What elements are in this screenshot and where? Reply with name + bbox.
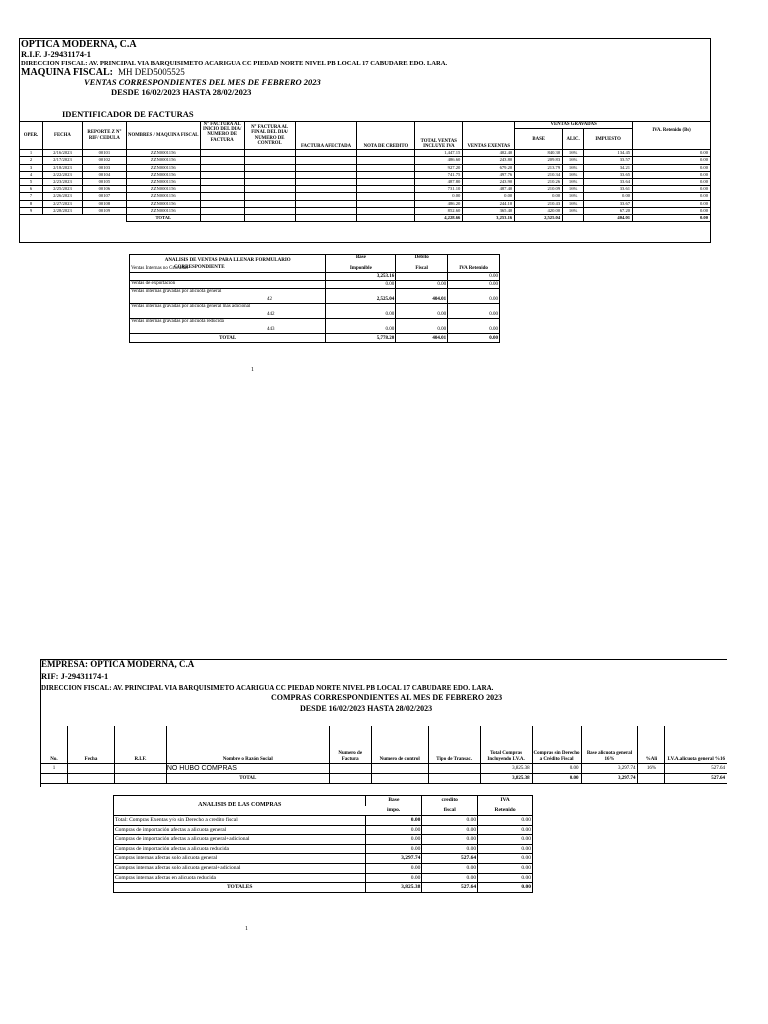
sales-analysis-h-base-1: Base xyxy=(326,255,396,264)
sales-impuesto: 33.61 xyxy=(584,186,633,193)
sales-analysis-label-text: Ventas de exportación xyxy=(131,281,176,286)
col-fecha: FECHA xyxy=(42,122,82,150)
sales-total: 741.75 xyxy=(415,171,463,178)
purchases-analysis-h-ret-2: Retenido xyxy=(478,806,533,816)
col-base-alicuota: Base alicuota general 16% xyxy=(581,726,638,763)
col-ali: %Ali xyxy=(638,726,665,763)
purchases-analysis-row xyxy=(114,854,533,864)
purchases-analysis-cred: 0.00 xyxy=(422,873,478,883)
sales-row xyxy=(20,171,711,178)
purchases-analysis-cred: 0.00 xyxy=(422,816,478,826)
sales-analysis-h-base-2: Imponible xyxy=(326,264,396,273)
sales-exentas: 679.20 xyxy=(463,164,515,171)
sales-base: 420.00 xyxy=(515,207,563,214)
purchases-analysis-base: 0.00 xyxy=(366,873,422,883)
purchases-analysis-title: ANALISIS DE LAS COMPRAS xyxy=(114,796,366,816)
sales-alic: 16% xyxy=(563,193,584,200)
sales-factura-afectada xyxy=(295,200,357,207)
purchases-analysis-row xyxy=(114,825,533,835)
purchases-company: EMPRESA: OPTICA MODERNA, C.A xyxy=(41,659,195,669)
sales-base: 210.09 xyxy=(515,186,563,193)
sales-table-body xyxy=(20,150,711,215)
col-total-ventas: TOTAL VENTAS INCLUYE IVA xyxy=(415,122,463,150)
purchases-analysis-ret: 0.00 xyxy=(478,854,533,864)
sales-fecha: 2/28/2023 xyxy=(42,207,82,214)
purchases-analysis-cred: 0.00 xyxy=(422,835,478,845)
sales-analysis-label xyxy=(130,319,326,334)
sales-impuesto: 0.00 xyxy=(584,193,633,200)
purchases-analysis-cred: 0.00 xyxy=(422,844,478,854)
sales-total-total: 4,228.66 xyxy=(415,214,463,221)
purchases-analysis-label: Compras internas afectas solo alicuota general+adicional xyxy=(114,863,366,873)
sales-row xyxy=(20,178,711,185)
purchase-no: 1 xyxy=(41,763,68,773)
col-base: BASE xyxy=(515,129,563,150)
purchases-analysis-base: 0.00 xyxy=(366,844,422,854)
purchase-total-iva: 527.64 xyxy=(665,773,727,783)
sales-analysis-retenido: 0.00 xyxy=(448,319,500,334)
sales-row xyxy=(20,207,711,214)
sales-alic: 16% xyxy=(563,164,584,171)
sales-analysis-base: 0.00 xyxy=(326,304,396,319)
sales-total: 731.10 xyxy=(415,186,463,193)
sales-factura-afectada xyxy=(295,150,357,157)
sales-factura-final xyxy=(244,207,295,214)
col-ventas-gravadas: VENTAS GRAVADAS xyxy=(515,122,633,129)
sales-total-retenido: 0.00 xyxy=(633,214,711,221)
purchases-analysis-cred: 527.64 xyxy=(422,854,478,864)
sales-nota-credito xyxy=(357,171,415,178)
sales-factura-final xyxy=(244,164,295,171)
col-rif: R.I.F. xyxy=(114,726,166,763)
sales-retenido: 0.00 xyxy=(633,164,711,171)
sales-oper: 8 xyxy=(20,200,43,207)
purchases-analysis-row xyxy=(114,863,533,873)
sales-total: 927.20 xyxy=(415,164,463,171)
purchases-analysis-row xyxy=(114,816,533,826)
sales-total: 0.00 xyxy=(415,193,463,200)
sales-base: 210.26 xyxy=(515,178,563,185)
sales-analysis-debito: 0.00 xyxy=(396,319,448,334)
sales-impuesto: 33.65 xyxy=(584,171,633,178)
sales-impuesto: 33.64 xyxy=(584,178,633,185)
purchases-analysis-label: Total: Compras Exentas y/o sin Derecho a credito fiscal xyxy=(114,816,366,826)
sales-impuesto: 67.20 xyxy=(584,207,633,214)
sales-factura-final xyxy=(244,157,295,164)
col-factura-inicio: N° FACTURA AL INICIO DEL DIA/ NUMERO DE FACTURA xyxy=(200,122,244,150)
purchase-total-sin: 0.00 xyxy=(532,773,581,783)
sales-fecha: 2/26/2023 xyxy=(42,193,82,200)
col-nota-credito: NOTA DE CREDITO xyxy=(357,122,415,150)
sales-nota-credito xyxy=(357,164,415,171)
sales-reporte-z: 00104 xyxy=(82,171,126,178)
sales-exentas: 402.40 xyxy=(463,150,515,157)
sales-factura-inicio xyxy=(200,207,244,214)
sales-nota-credito xyxy=(357,157,415,164)
purchases-analysis-row xyxy=(114,835,533,845)
sales-factura-afectada xyxy=(295,178,357,185)
purchase-total-base: 3,297.74 xyxy=(581,773,638,783)
col-nombres: NOMBRES / MAQUINA FISCAL xyxy=(126,122,200,150)
purchases-date-range: DESDE 16/02/2023 HASTA 28/02/2023 xyxy=(300,704,433,713)
sales-factura-final xyxy=(244,186,295,193)
sales-exentas: 243.90 xyxy=(463,178,515,185)
purchases-analysis-total-label: TOTALES xyxy=(114,883,366,893)
sales-analysis-no-gravadas: Ventas Internas no Gravadas xyxy=(131,266,189,271)
sales-fecha: 2/22/2023 xyxy=(42,171,82,178)
sales-analysis-row xyxy=(130,289,500,304)
sales-reporte-z: 00108 xyxy=(82,200,126,207)
purchase-total-label: TOTAL xyxy=(166,773,329,783)
sales-nota-credito xyxy=(357,150,415,157)
sales-oper: 3 xyxy=(20,164,43,171)
col-numero-control: Numero de control xyxy=(371,726,428,763)
sales-analysis-h-debito-2: Fiscal xyxy=(396,264,448,273)
sales-analysis-label xyxy=(130,304,326,319)
sales-nota-credito xyxy=(357,193,415,200)
sales-total: 486.60 xyxy=(415,157,463,164)
sales-title: VENTAS CORRESPONDIENTES DEL MES DE FEBRERO 2023 xyxy=(84,77,321,87)
sales-maquina: ZZN0001156 xyxy=(126,171,200,178)
sales-analysis-base: 2,525.04 xyxy=(326,289,396,304)
sales-analysis-label-text: Ventas internas gravadas por alicuota general mas adicional xyxy=(131,304,251,309)
sales-reporte-z: 00106 xyxy=(82,186,126,193)
sales-base: 209.83 xyxy=(515,157,563,164)
sales-row xyxy=(20,150,711,157)
purchases-analysis-row xyxy=(114,873,533,883)
sales-reporte-z: 00101 xyxy=(82,150,126,157)
sales-oper: 7 xyxy=(20,193,43,200)
sales-exentas: 244.10 xyxy=(463,200,515,207)
purchases-title: COMPRAS CORRESPONDIENTES AL MES DE FEBRERO 2023 xyxy=(271,693,503,702)
sales-analysis-retenido: 0.00 xyxy=(448,273,500,281)
sales-retenido: 0.00 xyxy=(633,171,711,178)
sales-total: 486.20 xyxy=(415,200,463,207)
col-compras-sin-derecho: Compras sin Derecho a Crédito Fiscal xyxy=(532,726,581,763)
purchase-row xyxy=(41,763,728,773)
purchases-analysis-total-ret: 0.00 xyxy=(478,883,533,893)
sales-analysis-total-debito: 404.01 xyxy=(396,334,448,343)
sales-analysis-code: 443 xyxy=(267,327,275,332)
sales-reporte-z: 00107 xyxy=(82,193,126,200)
sales-factura-final xyxy=(244,178,295,185)
sales-fecha: 2/18/2023 xyxy=(42,164,82,171)
sales-analysis-h-debito-1: Débito xyxy=(396,255,448,264)
sales-impuesto: 33.57 xyxy=(584,157,633,164)
sales-row xyxy=(20,200,711,207)
sales-maquina: ZZN0001156 xyxy=(126,186,200,193)
col-no: No. xyxy=(41,726,68,763)
purchases-analysis-label: Compras de importación afectas a alicuota reducida xyxy=(114,844,366,854)
col-alic: ALIC. xyxy=(563,129,584,150)
sales-row xyxy=(20,186,711,193)
purchases-analysis-h-cred-1: credito xyxy=(422,796,478,806)
sales-analysis-debito: 0.00 xyxy=(396,304,448,319)
sales-analysis-base: 0.00 xyxy=(326,281,396,289)
sales-base: 210.34 xyxy=(515,171,563,178)
sales-analysis-debito: 0.00 xyxy=(396,281,448,289)
sales-impuesto: 33.67 xyxy=(584,200,633,207)
sales-analysis-h-retenido: IVA Retenido xyxy=(448,264,500,273)
sales-factura-inicio xyxy=(200,171,244,178)
purchases-analysis-h-ret-1: IVA xyxy=(478,796,533,806)
purchases-analysis-h-cred-2: fiscal xyxy=(422,806,478,816)
purchases-analysis-body xyxy=(114,816,533,883)
purchases-analysis-table xyxy=(113,795,533,893)
sales-factura-inicio xyxy=(200,193,244,200)
purchases-analysis-cred: 0.00 xyxy=(422,825,478,835)
purchases-analysis-label: Compras internas afectas solo alicuota general xyxy=(114,854,366,864)
col-iva-retenido: IVA. Retenido (Bs) xyxy=(633,122,711,150)
purchases-analysis-cred: 0.00 xyxy=(422,863,478,873)
purchases-analysis-ret: 0.00 xyxy=(478,825,533,835)
sales-total: 1,447.15 xyxy=(415,150,463,157)
page-number-1: 1 xyxy=(251,367,254,373)
sales-factura-inicio xyxy=(200,150,244,157)
sales-analysis-row xyxy=(130,281,500,289)
sales-base: 0.00 xyxy=(515,193,563,200)
sales-fecha: 2/25/2023 xyxy=(42,186,82,193)
sales-nota-credito xyxy=(357,178,415,185)
company-rif: R.I.F. J-29431174-1 xyxy=(21,49,92,59)
sales-nota-credito xyxy=(357,207,415,214)
sales-fecha: 2/16/2023 xyxy=(42,150,82,157)
sales-table xyxy=(19,121,711,222)
sales-retenido: 0.00 xyxy=(633,200,711,207)
sales-base: 213.79 xyxy=(515,164,563,171)
sales-factura-inicio xyxy=(200,178,244,185)
purchase-total-row xyxy=(41,773,728,783)
sales-analysis-retenido: 0.00 xyxy=(448,281,500,289)
sales-alic: 16% xyxy=(563,150,584,157)
purchase-nombre: NO HUBO COMPRAS xyxy=(166,763,329,773)
sales-analysis-label xyxy=(130,289,326,304)
sales-maquina: ZZN0001156 xyxy=(126,200,200,207)
sales-analysis-correspondiente: CORRESPONDIENTE xyxy=(174,265,225,270)
purchases-analysis-row xyxy=(114,844,533,854)
col-numero-factura: Numero de Factura xyxy=(329,726,371,763)
col-factura-final: N° FACTURA AL FINAL DEL DIA/ NUMERO DE CONTROL xyxy=(244,122,295,150)
purchases-analysis-ret: 0.00 xyxy=(478,873,533,883)
sales-analysis-total-retenido: 0.00 xyxy=(448,334,500,343)
purchase-base: 3,297.74 xyxy=(581,763,638,773)
sales-date-range: DESDE 16/02/2023 HASTA 28/02/2023 xyxy=(111,87,252,97)
sales-analysis-table xyxy=(129,254,500,343)
purchases-analysis-ret: 0.00 xyxy=(478,863,533,873)
sales-factura-afectada xyxy=(295,164,357,171)
col-iva-alicuota: I.V.A.alicuota general %16 xyxy=(665,726,727,763)
sales-analysis-total-label: TOTAL xyxy=(130,334,326,343)
purchases-analysis-h-base-2: impo. xyxy=(366,806,422,816)
col-purchase-fecha: Fecha xyxy=(67,726,114,763)
sales-retenido: 0.00 xyxy=(633,178,711,185)
col-factura-afectada: FACTURA AFECTADA xyxy=(295,122,357,150)
sales-factura-final xyxy=(244,193,295,200)
purchases-analysis-label: Compras de importación afectas a alicuota general xyxy=(114,825,366,835)
purchases-analysis-base: 0.00 xyxy=(366,835,422,845)
sales-analysis-label-text: Ventas internas gravadas por alicuota reducida xyxy=(131,319,224,324)
sales-alic: 16% xyxy=(563,186,584,193)
sales-analysis-title-row-2 xyxy=(130,264,326,273)
sales-alic: 16% xyxy=(563,178,584,185)
sales-analysis-label xyxy=(130,281,326,289)
sales-row xyxy=(20,164,711,171)
sales-factura-afectada xyxy=(295,207,357,214)
fiscal-machine-value: MH DED5005525 xyxy=(118,67,185,77)
sales-factura-inicio xyxy=(200,200,244,207)
purchases-analysis-total-cred: 527.64 xyxy=(422,883,478,893)
fiscal-address: DIRECCION FISCAL: AV. PRINCIPAL VIA BARQUISIMETO ACARIGUA CC PIEDAD NORTE NIVEL PB LOCAL 17 CABUDARE EDO. LARA. xyxy=(21,60,448,67)
sales-fecha: 2/27/2023 xyxy=(42,200,82,207)
invoice-identifier-title: IDENTIFICADOR DE FACTURAS xyxy=(62,109,194,119)
purchases-analysis-ret: 0.00 xyxy=(478,816,533,826)
sales-fecha: 2/17/2023 xyxy=(42,157,82,164)
sales-reporte-z: 00102 xyxy=(82,157,126,164)
sales-retenido: 0.00 xyxy=(633,150,711,157)
sales-reporte-z: 00109 xyxy=(82,207,126,214)
sales-oper: 9 xyxy=(20,207,43,214)
sales-analysis-row xyxy=(130,304,500,319)
purchases-analysis-h-base-1: Base xyxy=(366,796,422,806)
sales-oper: 2 xyxy=(20,157,43,164)
sales-analysis-label-text: Ventas internas gravadas por alicuota general xyxy=(131,289,222,294)
purchase-iva: 527.64 xyxy=(665,763,727,773)
sales-factura-afectada xyxy=(295,171,357,178)
sales-factura-inicio xyxy=(200,157,244,164)
sales-total-row xyxy=(20,214,711,221)
sales-analysis-total-row xyxy=(130,334,500,343)
sales-analysis-label-text xyxy=(130,273,131,278)
sales-maquina: ZZN0001156 xyxy=(126,164,200,171)
col-ventas-exentas: VENTAS EXENTAS xyxy=(463,122,515,150)
sales-reporte-z: 00105 xyxy=(82,178,126,185)
purchases-analysis-base: 0.00 xyxy=(366,863,422,873)
col-oper: OPER. xyxy=(20,122,43,150)
purchase-ali: 16% xyxy=(638,763,665,773)
sales-impuesto: 134.45 xyxy=(584,150,633,157)
sales-analysis-row xyxy=(130,273,500,281)
sales-maquina: ZZN0001156 xyxy=(126,178,200,185)
sales-alic: 16% xyxy=(563,171,584,178)
col-reporte-z: REPORTE Z N° RIF/ CEDULA xyxy=(82,122,126,150)
sales-analysis-base: 3,253.16 xyxy=(326,273,396,281)
purchases-analysis-base: 0.00 xyxy=(366,816,422,826)
purchase-sin: 0.00 xyxy=(532,763,581,773)
sales-nota-credito xyxy=(357,186,415,193)
sales-total-impuesto: 404.01 xyxy=(584,214,633,221)
sales-maquina: ZZN0001156 xyxy=(126,207,200,214)
sales-alic: 16% xyxy=(563,157,584,164)
sales-exentas: 243.80 xyxy=(463,157,515,164)
sales-total-exentas: 3,253.16 xyxy=(463,214,515,221)
sales-exentas: 497.76 xyxy=(463,171,515,178)
sales-factura-final xyxy=(244,150,295,157)
sales-oper: 6 xyxy=(20,186,43,193)
purchase-total: 3,825.38 xyxy=(480,763,532,773)
col-impuesto: IMPUESTO xyxy=(584,129,633,150)
sales-impuesto: 34.21 xyxy=(584,164,633,171)
sales-row xyxy=(20,193,711,200)
sales-factura-final xyxy=(244,200,295,207)
sales-exentas: 487.40 xyxy=(463,186,515,193)
sales-analysis-debito: 404.01 xyxy=(396,289,448,304)
sales-factura-afectada xyxy=(295,157,357,164)
sales-reporte-z: 00103 xyxy=(82,164,126,171)
sales-total: 487.80 xyxy=(415,178,463,185)
sales-total-label: TOTAL xyxy=(126,214,200,221)
sales-retenido: 0.00 xyxy=(633,157,711,164)
sales-maquina: ZZN0001156 xyxy=(126,193,200,200)
sales-analysis-label xyxy=(130,273,326,281)
purchases-analysis-label: Compras de importación afectas a alicuota general+adicional xyxy=(114,835,366,845)
sales-retenido: 0.00 xyxy=(633,207,711,214)
sales-fecha: 2/23/2023 xyxy=(42,178,82,185)
sales-analysis-code: 42 xyxy=(267,297,272,302)
sales-alic: 16% xyxy=(563,207,584,214)
sales-analysis-title: ANALISIS DE VENTAS PARA LLENAR FORMULARIO xyxy=(164,257,291,263)
sales-exentas: 365.40 xyxy=(463,207,515,214)
sales-base: 840.30 xyxy=(515,150,563,157)
purchases-address: DIRECCION FISCAL: AV. PRINCIPAL VIA BARQUISIMETO ACARIGUA CC PIEDAD NORTE NIVEL PB LOCAL 17 CABUDARE EDO. LARA. xyxy=(41,684,494,692)
purchases-analysis-label: Compras internas afectas en alicuota reducida xyxy=(114,873,366,883)
sales-analysis-base: 0.00 xyxy=(326,319,396,334)
sales-analysis-total-base: 5,778.20 xyxy=(326,334,396,343)
sales-total: 852.60 xyxy=(415,207,463,214)
fiscal-machine-label: MAQUINA FISCAL: xyxy=(21,67,113,78)
sales-nota-credito xyxy=(357,200,415,207)
col-tipo-transac: Tipo de Transac. xyxy=(428,726,480,763)
sales-retenido: 0.00 xyxy=(633,193,711,200)
purchases-analysis-ret: 0.00 xyxy=(478,835,533,845)
purchases-analysis-total-base: 3,825.38 xyxy=(366,883,422,893)
sales-maquina: ZZN0001156 xyxy=(126,150,200,157)
page-number-2: 1 xyxy=(245,926,248,932)
company-name: OPTICA MODERNA, C.A xyxy=(21,39,137,50)
sales-analysis-retenido: 0.00 xyxy=(448,289,500,304)
purchases-analysis-total-row xyxy=(114,883,533,893)
sales-maquina: ZZN0001156 xyxy=(126,157,200,164)
purchases-table xyxy=(40,726,727,784)
purchase-total-total: 3,825.38 xyxy=(480,773,532,783)
sales-alic: 16% xyxy=(563,200,584,207)
purchases-rif: RIF: J-29431174-1 xyxy=(41,671,109,681)
sales-factura-inicio xyxy=(200,186,244,193)
sales-analysis-retenido: 0.00 xyxy=(448,304,500,319)
sales-oper: 1 xyxy=(20,150,43,157)
purchases-analysis-base: 0.00 xyxy=(366,825,422,835)
sales-analysis-debito xyxy=(396,273,448,281)
purchases-analysis-ret: 0.00 xyxy=(478,844,533,854)
sales-row xyxy=(20,157,711,164)
sales-factura-final xyxy=(244,171,295,178)
sales-analysis-body xyxy=(130,273,500,334)
col-nombre: Nombre o Razón Social xyxy=(166,726,329,763)
sales-total-base: 2,525.04 xyxy=(515,214,563,221)
sales-analysis-code: 442 xyxy=(267,312,275,317)
purchases-analysis-base: 3,297.74 xyxy=(366,854,422,864)
sales-factura-inicio xyxy=(200,164,244,171)
sales-factura-afectada xyxy=(295,186,357,193)
col-total-compras: Total Compras Incluyendo I.V.A. xyxy=(480,726,532,763)
sales-retenido: 0.00 xyxy=(633,186,711,193)
sales-base: 210.43 xyxy=(515,200,563,207)
sales-factura-afectada xyxy=(295,193,357,200)
sales-exentas: 0.00 xyxy=(463,193,515,200)
sales-oper: 4 xyxy=(20,171,43,178)
sales-oper: 5 xyxy=(20,178,43,185)
sales-analysis-row xyxy=(130,319,500,334)
